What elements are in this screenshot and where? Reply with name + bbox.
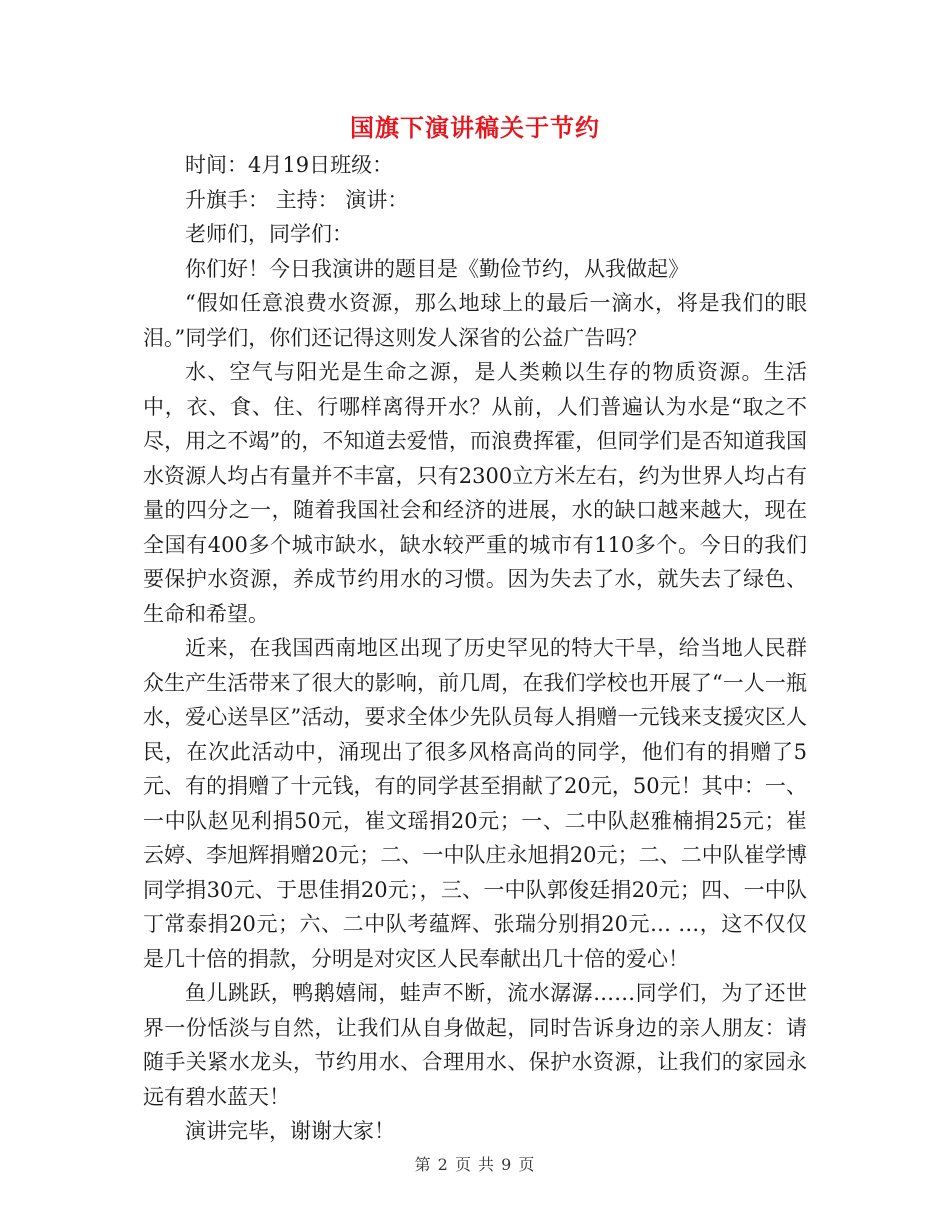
- paragraph-salutation: 老师们，同学们：: [185, 222, 353, 246]
- document-title: 国旗下演讲稿关于节约: [350, 113, 600, 142]
- document-body: [143, 148, 807, 1149]
- page-number: 第 2 页 共 9 页: [414, 1155, 536, 1174]
- paragraph-closing: 演讲完毕，谢谢大家！: [185, 1119, 395, 1143]
- paragraph-call-to-action: 鱼儿跳跃，鸭鹅嬉闹，蛙声不断，流水潺潺……同学们，为了还世界一份恬淡与自然，让我们从自身做起，同时告诉身边的亲人朋友：请随手关紧水龙头，节约用水、合理用水、保护水资源，让我们的家园永远有碧水蓝天！: [143, 981, 807, 1109]
- paragraph-greeting: 你们好！今日我演讲的题目是《勤俭节约，从我做起》: [185, 256, 689, 281]
- paragraph-water-resources: 水、空气与阳光是生命之源，是人类赖以生存的物质资源。生活中，衣、食、住、行哪样离得开水？从前，人们普遍认为水是“取之不尽，用之不竭”的，不知道去爱惜，而浪费挥霍，但同学们是否知道我国水资源人均占有量并不丰富，只有2300立方米左右，约为世界人均占有量的四分之一，随着我国社会和经济的进展，水的缺口越来越大，现在全国有400多个城市缺水，缺水较严重的城市有110多个。今日的我们要保护水资源，养成节约用水的习惯。因为失去了水，就失去了绿色、生命和希望。: [143, 360, 807, 626]
- paragraph-quote: “假如任意浪费水资源，那么地球上的最后一滴水，将是我们的眼泪。”同学们，你们还记得这则发人深省的公益广告吗？: [143, 291, 807, 350]
- paragraph-roles: 升旗手： 主持： 演讲：: [185, 187, 409, 212]
- paragraph-time-class: 时间：4月19日班级：: [185, 153, 394, 177]
- paragraph-drought-donation: 近来，在我国西南地区出现了历史罕见的特大干旱，给当地人民群众生产生活带来了很大的影响，前几周，在我们学校也开展了“一人一瓶水，爱心送旱区”活动，要求全体少先队员每人捐赠一元钱来支援灾区人民，在次此活动中，涌现出了很多风格高尚的同学，他们有的捐赠了5元、有的捐赠了十元钱，有的同学甚至捐献了20元，50元！其中：一、一中队赵见利捐50元，崔文瑶捐20元；一、二中队赵雅楠捐25元；崔云婷、李旭辉捐赠20元；二、一中队庄永旭捐20元；二、二中队崔学博同学捐30元、于思佳捐20元；，三、一中队郭俊廷捐20元；四、一中队丁常泰捐20元；六、二中队考蕴辉、张瑞分别捐20元… …，这不仅仅是几十倍的捐款，分明是对灾区人民奉献出几十倍的爱心！: [143, 636, 807, 971]
